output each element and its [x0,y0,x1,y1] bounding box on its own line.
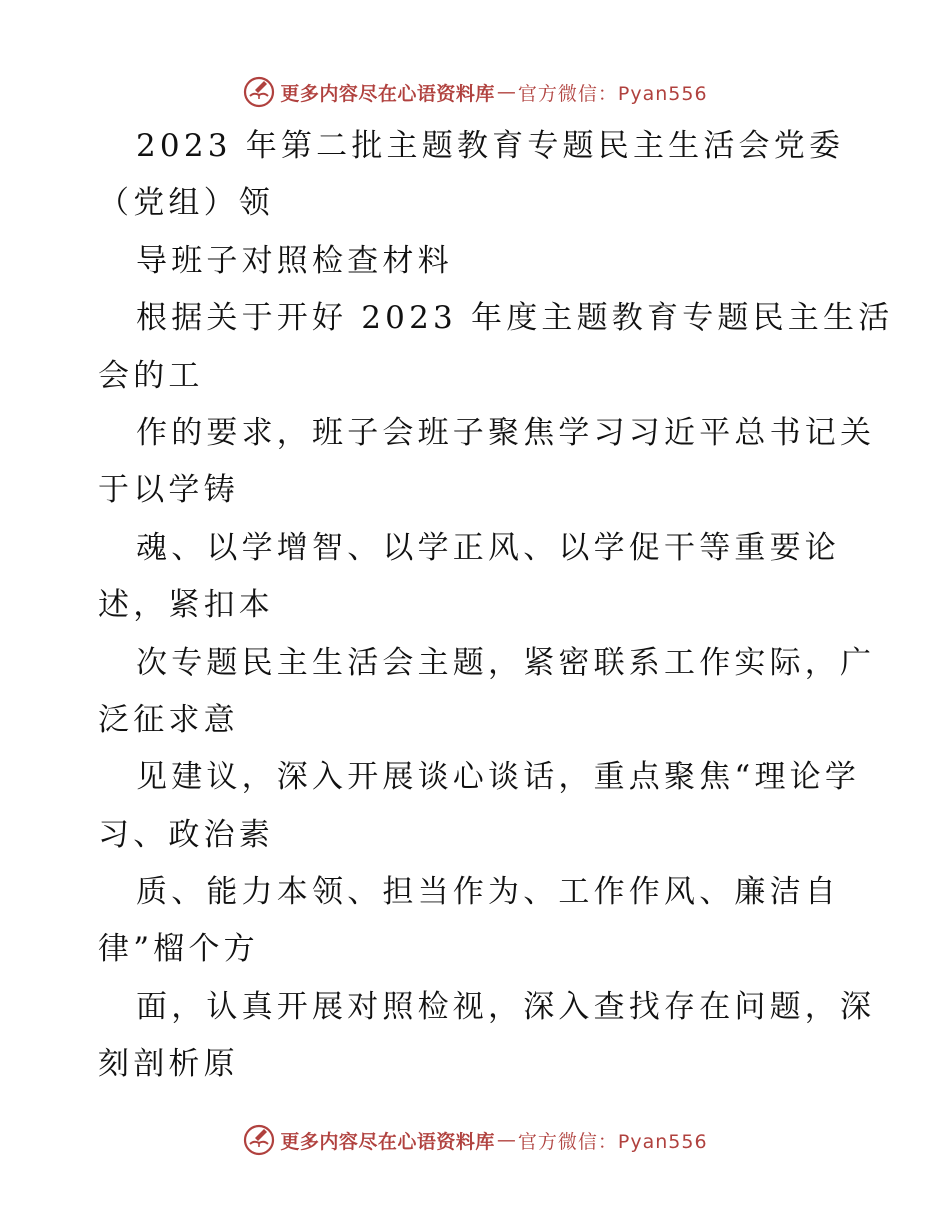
footer-banner-separator: — [496,1129,516,1151]
doc-line: 习、政治素 [98,816,274,853]
doc-line-title-2: （党组）领 [98,185,274,222]
header-banner-text: 更多内容尽在心语资料库 [280,82,495,105]
doc-line: 根据关于开好 2023 年度主题教育专题民主生活 [136,300,894,337]
header-banner-separator: — [496,81,516,103]
doc-line-title-1: 2023 年第二批主题教育专题民主生活会党委 [136,128,845,164]
header-banner-wechat: 官方微信：Pyan556 [517,82,708,105]
doc-line-title-3: 导班子对照检查材料 [136,242,453,279]
doc-line: 刻剖析原 [98,1046,239,1083]
doc-line: 质、能力本领、担当作为、工作作风、廉洁自 [136,874,840,911]
book-pen-logo-icon [242,1123,276,1157]
document-body [98,118,894,1094]
doc-line: 面，认真开展对照检视，深入查找存在问题，深 [136,988,876,1025]
doc-line: 次专题民主生活会主题，紧密联系工作实际，广 [136,644,876,681]
doc-line: 泛征求意 [98,701,239,738]
book-pen-logo-icon [242,75,276,109]
footer-watermark-banner [0,1120,950,1160]
doc-line: 律”榴个方 [98,931,259,968]
doc-line: 魂、以学增智、以学正风、以学促干等重要论 [136,529,840,566]
doc-line: 于以学铸 [98,472,239,509]
doc-line: 述，紧扣本 [98,587,274,624]
doc-line: 作的要求，班子会班子聚焦学习习近平总书记关 [136,414,876,451]
header-watermark-banner [0,72,950,112]
footer-banner-wechat: 官方微信：Pyan556 [517,1130,708,1153]
doc-line: 会的工 [98,357,204,394]
doc-line: 见建议，深入开展谈心谈话，重点聚焦“理论学 [136,759,861,796]
footer-banner-text: 更多内容尽在心语资料库 [280,1130,495,1153]
